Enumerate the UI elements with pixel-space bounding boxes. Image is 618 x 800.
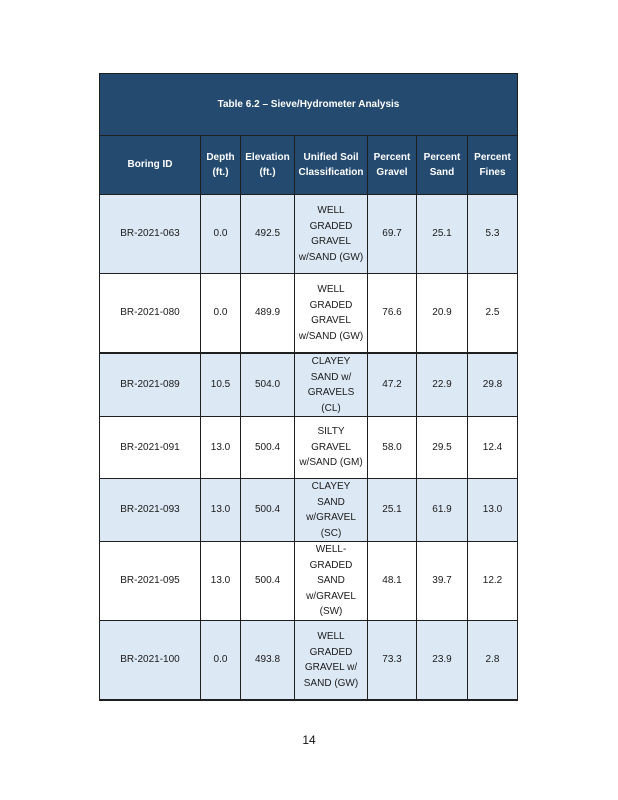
table-row <box>100 621 518 701</box>
table-row <box>100 542 518 621</box>
elevation-cell: 489.9 <box>241 274 295 354</box>
elevation-cell: 492.5 <box>241 195 295 274</box>
column-header-fines: Percent Fines <box>468 136 518 195</box>
elevation-cell: 500.4 <box>241 542 295 621</box>
column-header-gravel: Percent Gravel <box>368 136 417 195</box>
sand-cell: 39.7 <box>417 542 468 621</box>
gravel-cell: 76.6 <box>368 274 417 354</box>
table-row <box>100 274 518 354</box>
sieve-hydrometer-table <box>99 73 518 701</box>
fines-cell: 5.3 <box>468 195 518 274</box>
boring-id-cell: BR-2021-093 <box>100 479 201 542</box>
sand-cell: 61.9 <box>417 479 468 542</box>
classification-cell: WELL GRADED GRAVEL w/SAND (GW) <box>295 195 368 274</box>
sand-cell: 25.1 <box>417 195 468 274</box>
column-header-elevation: Elevation (ft.) <box>241 136 295 195</box>
column-header-classification: Unified Soil Classification <box>295 136 368 195</box>
boring-id-cell: BR-2021-095 <box>100 542 201 621</box>
table-row <box>100 353 518 417</box>
gravel-cell: 58.0 <box>368 417 417 479</box>
table-header-row <box>100 136 518 195</box>
depth-cell: 10.5 <box>201 353 241 417</box>
depth-cell: 0.0 <box>201 195 241 274</box>
sand-cell: 22.9 <box>417 353 468 417</box>
depth-cell: 0.0 <box>201 274 241 354</box>
fines-cell: 2.8 <box>468 621 518 701</box>
depth-cell: 13.0 <box>201 417 241 479</box>
gravel-cell: 48.1 <box>368 542 417 621</box>
elevation-cell: 493.8 <box>241 621 295 701</box>
fines-cell: 29.8 <box>468 353 518 417</box>
table-row <box>100 479 518 542</box>
boring-id-cell: BR-2021-091 <box>100 417 201 479</box>
sand-cell: 20.9 <box>417 274 468 354</box>
classification-cell: SILTY GRAVEL w/SAND (GM) <box>295 417 368 479</box>
fines-cell: 13.0 <box>468 479 518 542</box>
page-number: 14 <box>302 733 316 747</box>
column-header-depth: Depth (ft.) <box>201 136 241 195</box>
classification-cell: WELL GRADED GRAVEL w/ SAND (GW) <box>295 621 368 701</box>
sand-cell: 23.9 <box>417 621 468 701</box>
fines-cell: 12.2 <box>468 542 518 621</box>
boring-id-cell: BR-2021-089 <box>100 353 201 417</box>
classification-cell: WELL GRADED GRAVEL w/SAND (GW) <box>295 274 368 354</box>
table-title: Table 6.2 – Sieve/Hydrometer Analysis <box>100 74 518 136</box>
sand-cell: 29.5 <box>417 417 468 479</box>
gravel-cell: 47.2 <box>368 353 417 417</box>
gravel-cell: 69.7 <box>368 195 417 274</box>
classification-cell: CLAYEY SAND w/ GRAVELS (CL) <box>295 353 368 417</box>
depth-cell: 13.0 <box>201 479 241 542</box>
depth-cell: 13.0 <box>201 542 241 621</box>
column-header-sand: Percent Sand <box>417 136 468 195</box>
table-title-row <box>100 74 518 136</box>
boring-id-cell: BR-2021-063 <box>100 195 201 274</box>
elevation-cell: 500.4 <box>241 417 295 479</box>
boring-id-cell: BR-2021-100 <box>100 621 201 701</box>
elevation-cell: 500.4 <box>241 479 295 542</box>
boring-id-cell: BR-2021-080 <box>100 274 201 354</box>
column-header-boring-id: Boring ID <box>100 136 201 195</box>
table-row <box>100 195 518 274</box>
table-row <box>100 417 518 479</box>
fines-cell: 12.4 <box>468 417 518 479</box>
depth-cell: 0.0 <box>201 621 241 701</box>
classification-cell: WELL-GRADED SAND w/GRAVEL (SW) <box>295 542 368 621</box>
elevation-cell: 504.0 <box>241 353 295 417</box>
gravel-cell: 73.3 <box>368 621 417 701</box>
fines-cell: 2.5 <box>468 274 518 354</box>
gravel-cell: 25.1 <box>368 479 417 542</box>
classification-cell: CLAYEY SAND w/GRAVEL (SC) <box>295 479 368 542</box>
